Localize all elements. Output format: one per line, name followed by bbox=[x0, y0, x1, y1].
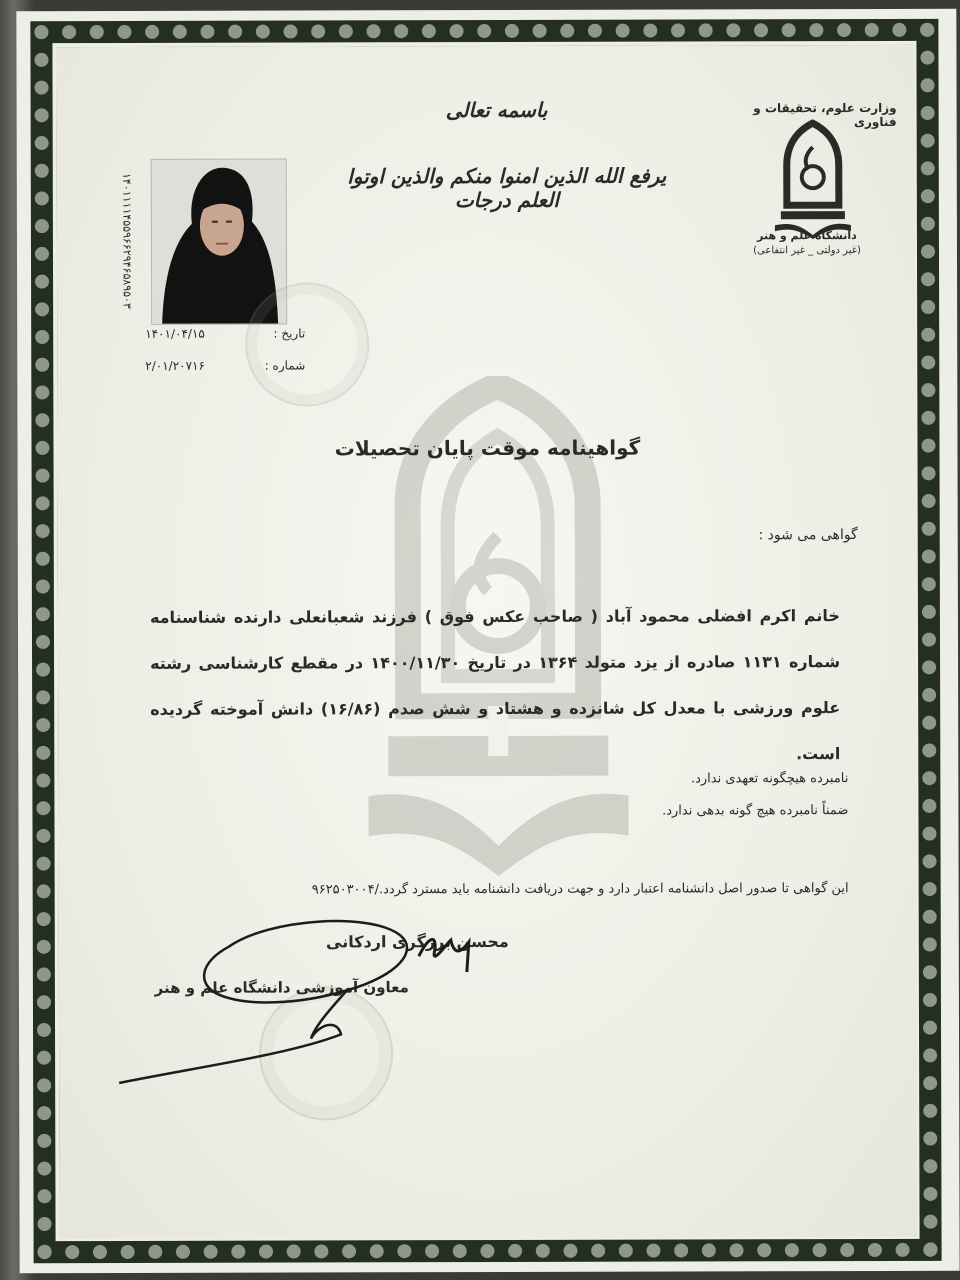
certificate-body bbox=[56, 45, 917, 1239]
no-obligation-note: نامبرده هیچگونه تعهدی ندارد. bbox=[690, 771, 849, 787]
embossed-seal bbox=[245, 282, 369, 406]
national-id-number: ۱۴۰۱۱۱۱۴۵۵۹۶۶۲۹۴۶۵۸۹۵۰۳ bbox=[120, 172, 134, 309]
handwritten-signature bbox=[79, 906, 479, 1087]
validity-note: این گواهی تا صدور اصل دانشنامه اعتبار دارد و جهت دریافت دانشنامه باید مسترد گردد./۹۶۲۵۰۳۰۰۴ bbox=[311, 881, 849, 898]
number-value: ۲/۰۱/۲۰۷۱۶ bbox=[145, 358, 205, 373]
certify-line: گواهی می شود : bbox=[758, 527, 858, 544]
document-number-row bbox=[145, 358, 305, 372]
certificate-body-text: خانم اکرم افضلی محمود آباد ( صاحب عکس فوق ) فرزند شعبانعلی دارنده شناسنامه شماره ۱۱۳۱ صادره از یزد متولد ۱۳۶۴ در تاریخ ۱۴۰۰/۱۱/۳۰ در مقطع کارشناسی رشته علوم ورزشی با معدل کل شانزده و هشتاد و شش صدم (۱۶/۸۶) دانش آموخته گردیده است. bbox=[149, 606, 841, 764]
university-name: دانشگاه علم و هنر bbox=[757, 229, 857, 243]
issue-date-row bbox=[145, 326, 305, 340]
number-label: شماره : bbox=[264, 358, 306, 373]
date-label: تاریخ : bbox=[273, 326, 306, 341]
ministry-name: وزارت علوم، تحقیقات و فناوری bbox=[753, 100, 897, 130]
university-logo bbox=[773, 119, 853, 239]
quran-verse: یرفع الله الذین امنوا منکم والذین اوتوا العلم درجات bbox=[347, 163, 667, 213]
signatory-title: معاون آموزشی دانشگاه علم و هنر bbox=[154, 978, 409, 997]
date-value: ۱۴۰۱/۰۴/۱۵ bbox=[145, 326, 205, 341]
certificate-document bbox=[16, 9, 959, 1273]
bismillah-heading: باسمه تعالی bbox=[445, 97, 548, 123]
certificate-title: گواهینامه موقت پایان تحصیلات bbox=[334, 435, 641, 461]
signatory-name: محسن برزگری اردکانی bbox=[325, 931, 509, 952]
university-subtitle: (غیر دولتی _ غیر انتفاعی) bbox=[753, 245, 861, 257]
no-debt-note: ضمناً نامبرده هیچ گونه بدهی ندارد. bbox=[662, 803, 849, 819]
